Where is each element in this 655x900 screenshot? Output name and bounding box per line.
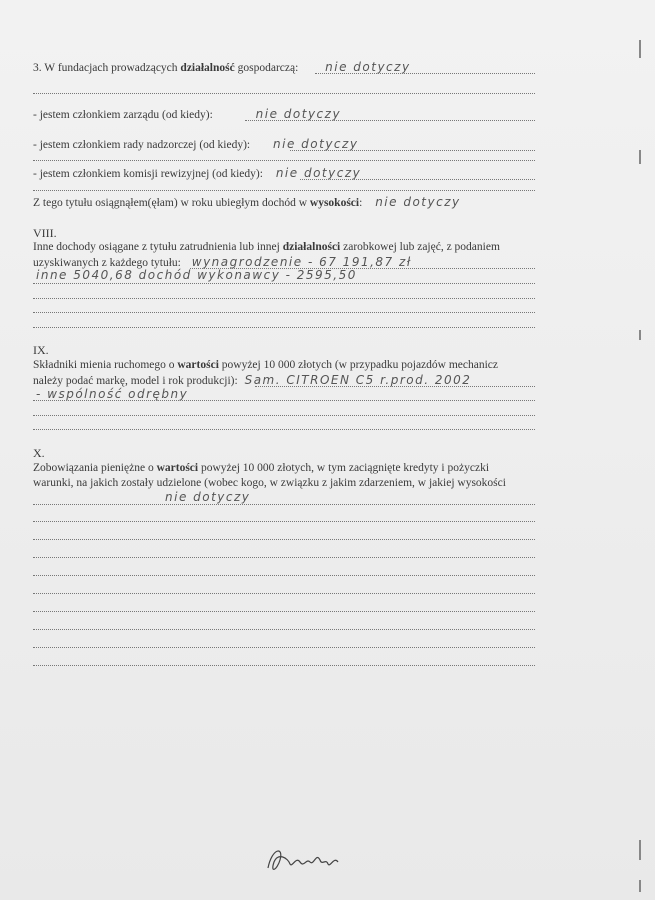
dotted-line (33, 297, 535, 299)
dochod-bold: wysokości (309, 197, 360, 209)
dotted-line (33, 503, 535, 505)
fundacje-suffix: gospodarczą: (234, 62, 299, 74)
dotted-line (33, 538, 535, 540)
dotted-line (33, 414, 535, 416)
dotted-line (33, 628, 535, 630)
dochod-line (33, 195, 461, 210)
handwritten-signature (262, 838, 352, 878)
dotted-line (33, 282, 535, 284)
ix-answer-1: Sam. CITROEN C5 r.prod. 2002 (244, 373, 472, 387)
section-viii-heading: VIII. (33, 226, 57, 240)
dotted-line (33, 326, 535, 328)
dochod-answer: nie dotyczy (375, 195, 461, 209)
ix-text-1 (33, 358, 498, 372)
viii-answer-2-line (36, 268, 357, 283)
x-text-2-label: warunki, na jakich zostały udzielone (wobec kogo, w związku z jakim zdarzeniem, w jakiej wysokości (33, 477, 506, 489)
rada-answer: nie dotyczy (273, 137, 359, 151)
dotted-line (33, 159, 535, 161)
komisja-label: - jestem członkiem komisji rewizyjnej (od kiedy): (33, 168, 263, 180)
dotted-line (315, 72, 535, 74)
scan-edge-mark (639, 40, 641, 58)
dotted-line (33, 311, 535, 313)
dotted-line (255, 385, 535, 387)
komisja-answer: nie dotyczy (275, 166, 362, 180)
dotted-line (33, 520, 535, 522)
viii-answer-2: inne 5040,68 dochód wykonawcy - 2595,50 (36, 268, 357, 282)
dotted-line (300, 178, 535, 180)
viii-text-prefix: Inne dochody osiągane z tytułu zatrudnienia lub innej (33, 241, 283, 253)
viii-answer-1: wynagrodzenie - 67 191,87 zł (191, 255, 412, 269)
dotted-line (33, 592, 535, 594)
section-x-heading: X. (33, 446, 45, 460)
dotted-line (33, 399, 535, 401)
dotted-line (33, 189, 535, 191)
dotted-line (245, 119, 535, 121)
x-text-suffix: powyżej 10 000 złotych, w tym zaciągnięte kredyty i pożyczki (198, 462, 490, 474)
fundacje-text: 3. W fundacjach prowadzących (33, 62, 181, 74)
dochod-suffix: : (359, 197, 363, 209)
fundacje-bold: działalność (180, 62, 235, 74)
scan-edge-mark (639, 150, 641, 164)
ix-text-bold: wartości (177, 359, 219, 371)
rada-label: - jestem członkiem rady nadzorczej (od kiedy): (33, 139, 251, 151)
viii-text-suffix: zarobkowej lub zajęć, z podaniem (340, 241, 500, 253)
viii-text-1 (33, 240, 500, 254)
x-text-bold: wartości (156, 462, 199, 474)
dochod-text: Z tego tytułu osiągnąłem(ęłam) w roku ubiegłym dochód w (33, 197, 310, 209)
x-text-prefix: Zobowiązania pieniężne o (33, 462, 157, 474)
x-answer: nie dotyczy (165, 490, 251, 504)
dotted-line (33, 610, 535, 612)
dotted-line (33, 664, 535, 666)
ix-text-2-label: należy podać markę, model i rok produkcji): (33, 375, 238, 387)
x-text-1 (33, 461, 489, 475)
ix-answer-2: - wspólność odrębny (36, 387, 189, 401)
viii-text-bold: działalności (282, 241, 341, 253)
dotted-line (33, 428, 535, 430)
dotted-line (33, 556, 535, 558)
section-ix-heading: IX. (33, 343, 49, 357)
dotted-line (33, 574, 535, 576)
scan-edge-mark (639, 840, 641, 860)
zarzad-label: - jestem członkiem zarządu (od kiedy): (33, 109, 213, 121)
zarzad-answer: nie dotyczy (255, 107, 342, 121)
dotted-line (33, 92, 535, 94)
x-text-2 (33, 476, 506, 490)
dotted-line (290, 149, 535, 151)
dotted-line (33, 646, 535, 648)
fundacje-answer: nie dotyczy (325, 60, 411, 74)
scan-edge-mark (639, 880, 641, 892)
ix-text-prefix: Składniki mienia ruchomego o (33, 359, 178, 371)
ix-text-suffix: powyżej 10 000 złotych (w przypadku pojazdów mechanicz (218, 359, 498, 371)
viii-text-2-label: uzyskiwanych z każdego tytułu: (33, 257, 181, 269)
scan-edge-mark (639, 330, 641, 340)
